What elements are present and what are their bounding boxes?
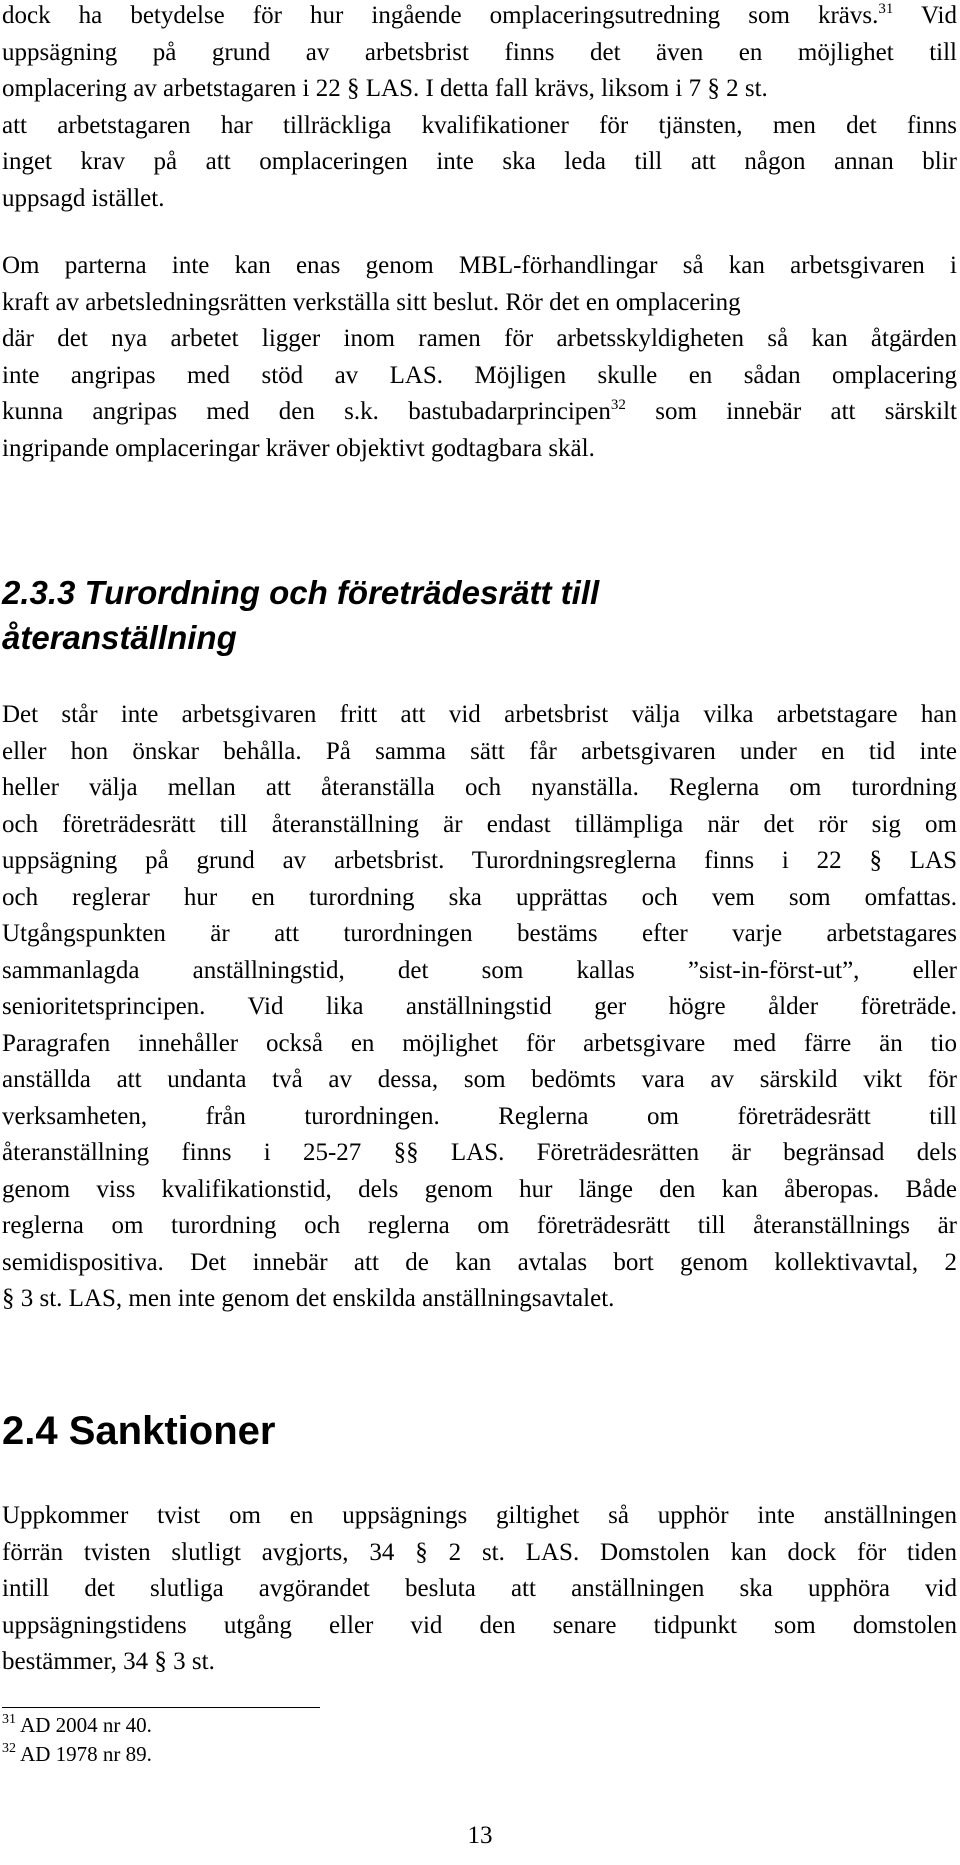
text-line: ingripande omplaceringar kräver objektivt godtagbara skäl. [2,434,595,462]
footnote-number: 32 [2,1741,16,1756]
text-line: och reglerar hur en turordning ska upprättas och vem som omfattas. [2,883,957,911]
text-line: intill det slutliga avgörandet besluta att anställningen ska upphöra vid [2,1575,957,1602]
text-span: dock ha betydelse för hur ingående omplaceringsutredning som krävs. [2,2,879,29]
footnote-text: AD 2004 nr 40. [16,1713,152,1737]
text-line: kraft av arbetsledningsrätten verkställa sitt beslut. Rör det en omplacering [2,288,741,316]
text-span: kunna angripas med den s.k. bastubadarprincipen [2,398,611,425]
text-line: eller hon önskar behålla. På samma sätt får arbetsgivaren under en tid inte [2,737,957,765]
text-line: verksamheten, från turordningen. Reglerna om företrädesrätt till [2,1102,957,1130]
text-line: semidispositiva. Det innebär att de kan avtalas bort genom kollektivavtal, 2 [2,1248,957,1276]
paragraph-turordning [2,697,957,1318]
text-line: Paragrafen innehåller också en möjlighet för arbetsgivare med färre än tio [2,1029,957,1057]
text-line [2,0,957,35]
text-line: bestämmer, 34 § 3 st. [2,1648,215,1675]
footnote-31 [2,1712,152,1739]
paragraph-sanktioner [2,1498,957,1681]
text-line: genom viss kvalifikationstid, dels genom hur länge den kan åberopas. Både [2,1175,957,1203]
text-line: Det står inte arbetsgivaren fritt att vid arbetsbrist välja vilka arbetstagare han [2,701,957,728]
text-line: och företrädesrätt till återanställning är endast tillämpliga när det rör sig om [2,810,957,838]
text-span: Vid [893,2,957,29]
text-line: reglerna om turordning och reglerna om företrädesrätt till återanställnings är [2,1212,957,1239]
text-line: anställda att undanta två av dessa, som bedömts vara av särskild vikt för [2,1066,957,1093]
text-line: uppsägning på grund av arbetsbrist finns det även en möjlighet till [2,38,957,66]
text-line: senioritetsprincipen. Vid lika anställningstid ger högre ålder företräde. [2,993,957,1020]
section-heading-2-3-3 [2,570,957,660]
text-line: förrän tvisten slutligt avgjorts, 34 § 2 st. LAS. Domstolen kan dock för tiden [2,1538,957,1566]
footnote-ref-31[interactable]: 31 [878,1,894,17]
footnote-text: AD 1978 nr 89. [16,1742,152,1766]
text-line: Uppkommer tvist om en uppsägnings giltighet så upphör inte anställningen [2,1502,957,1529]
text-line: där det nya arbetet ligger inom ramen för arbetsskyldigheten så kan åtgärden [2,325,957,352]
section-heading-2-4 [2,1407,957,1455]
footnote-32 [2,1741,152,1768]
paragraph-mbl [2,248,957,467]
text-line [2,394,957,431]
text-line: omplacering av arbetstagaren i 22 § LAS. I detta fall krävs, liksom i 7 § 2 st. [2,75,768,102]
text-line: heller välja mellan att återanställa och nyanställa. Reglerna om turordning [2,774,957,801]
heading-line: 2.4 Sanktioner [2,1409,276,1453]
heading-line: återanställning [2,619,237,656]
text-line: uppsägning på grund av arbetsbrist. Turordningsreglerna finns i 22 § LAS [2,847,957,874]
text-line: uppsagd istället. [2,184,165,212]
text-line: inte angripas med stöd av LAS. Möjligen skulle en sådan omplacering [2,361,957,389]
paragraph-omplacering [2,0,957,217]
text-line: uppsägningstidens utgång eller vid den senare tidpunkt som domstolen [2,1611,957,1639]
footnote-separator [2,1707,320,1708]
text-line: Utgångspunkten är att turordningen bestäms efter varje arbetstagares [2,920,957,947]
heading-line: 2.3.3 Turordning och företrädesrätt till [2,574,600,611]
text-line: § 3 st. LAS, men inte genom det enskilda anställningsavtalet. [2,1285,615,1312]
page-number: 13 [467,1822,493,1849]
text-line: återanställning finns i 25-27 §§ LAS. Företrädesrätten är begränsad dels [2,1139,957,1166]
footnote-number: 31 [2,1712,16,1727]
text-line: att arbetstagaren har tillräckliga kvalifikationer för tjänsten, men det finns [2,111,957,139]
text-span: som innebär att särskilt [625,398,958,425]
footnote-ref-32[interactable]: 32 [610,397,626,413]
text-line: sammanlagda anställningstid, det som kallas ”sist-in-först-ut”, eller [2,956,957,984]
text-line: Om parterna inte kan enas genom MBL-förhandlingar så kan arbetsgivaren i [2,252,957,279]
text-line: inget krav på att omplaceringen inte ska leda till att någon annan blir [2,148,957,175]
